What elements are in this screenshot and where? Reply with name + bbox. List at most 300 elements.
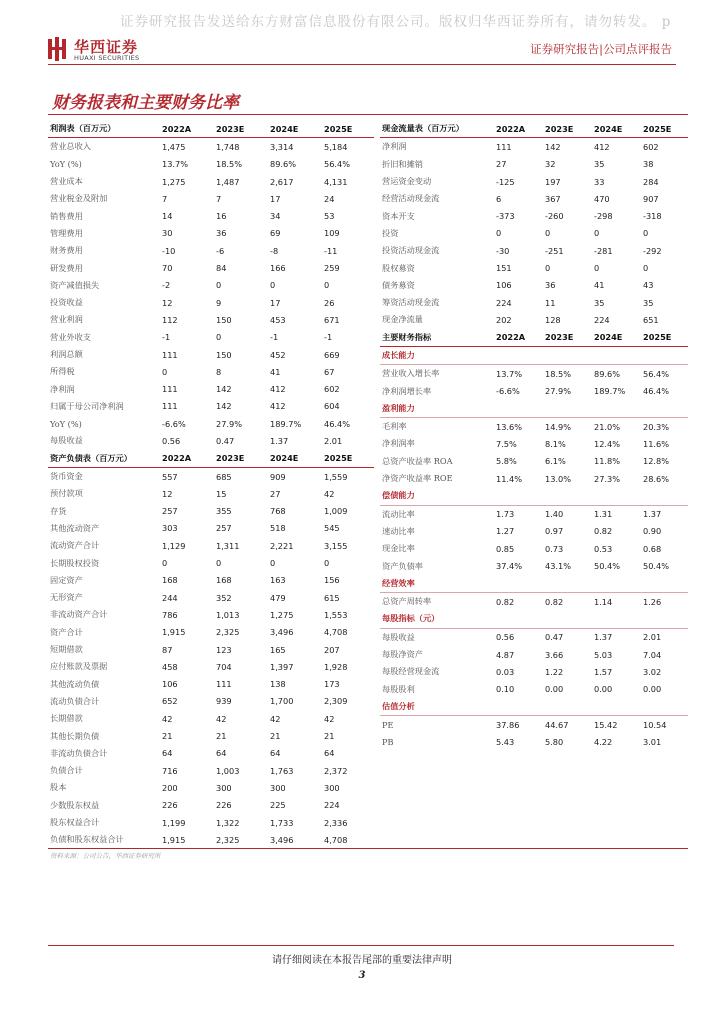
table-row (380, 663, 688, 680)
cell-value: 200 (162, 782, 178, 793)
cell-value: 4,708 (324, 627, 348, 638)
cell-value: 6 (496, 193, 502, 204)
cell-value: 150 (216, 349, 232, 360)
table-row (48, 259, 374, 276)
cell-value: 300 (216, 782, 232, 793)
cell-value: 18.5% (545, 368, 572, 379)
cell-value: 1.31 (594, 509, 613, 520)
cell-value: 0.68 (643, 543, 662, 554)
row-label: 毛利率 (382, 421, 407, 432)
table-row (48, 225, 374, 242)
cell-value: 36 (545, 280, 556, 291)
cell-value: 1,275 (162, 176, 186, 187)
row-label: 营运资金变动 (382, 176, 432, 187)
cell-value: 27.9% (216, 418, 243, 429)
cell-value: 0 (496, 228, 502, 239)
income-statement-title: 利润表（百万元） (48, 120, 158, 138)
cell-value: 27.9% (545, 386, 572, 397)
logo-text-cn: 华西证券 (74, 38, 139, 56)
cell-value: 37.86 (496, 719, 520, 730)
table-bottom-divider (48, 848, 688, 849)
table-row (48, 485, 374, 502)
cell-value: 1,733 (270, 817, 294, 828)
row-label: PE (382, 719, 394, 730)
cell-value: 257 (216, 523, 232, 534)
cell-value: 602 (643, 141, 659, 152)
cell-value: 13.6% (496, 421, 523, 432)
column-header: 2023E (212, 450, 266, 468)
ratio-group-title: 经营效率 (380, 575, 688, 593)
cell-value: 1,013 (216, 609, 240, 620)
cell-value: 106 (496, 280, 512, 291)
cell-value: 0.97 (545, 526, 564, 537)
cell-value: 1.37 (594, 632, 613, 643)
table-row (380, 681, 688, 698)
column-header: 2025E (320, 120, 374, 138)
cell-value: 1,199 (162, 817, 186, 828)
cell-value: 50.4% (643, 561, 670, 572)
row-label: 短期借款 (50, 644, 83, 655)
cell-value: 2.01 (643, 632, 662, 643)
column-header: 2024E (266, 450, 320, 468)
cell-value: 17 (270, 193, 281, 204)
cell-value: 64 (216, 748, 227, 759)
row-label: 净资产收益率 ROE (382, 473, 453, 484)
table-row (380, 138, 688, 156)
cell-value: 27 (496, 159, 507, 170)
cell-value: 3.02 (643, 666, 662, 677)
row-label: 销售费用 (50, 210, 83, 221)
cell-value: 112 (162, 314, 178, 325)
table-row (380, 435, 688, 452)
cell-value: 2,325 (216, 834, 240, 845)
row-label: PB (382, 737, 394, 748)
cell-value: 300 (324, 782, 340, 793)
cell-value: 2,221 (270, 540, 294, 551)
cell-value: 0 (216, 332, 222, 343)
cell-value: 0 (545, 228, 551, 239)
row-label: 利润总额 (50, 349, 83, 359)
left-panel (48, 120, 374, 848)
table-row (380, 382, 688, 399)
row-label: 每股股利 (382, 683, 415, 694)
row-label: 货币资金 (50, 471, 83, 482)
cell-value: 24 (324, 193, 335, 204)
cell-value: 0 (162, 366, 168, 377)
table-row (380, 540, 688, 557)
income-statement-table (48, 120, 374, 450)
cell-value: -1 (162, 332, 171, 343)
cell-value: 768 (270, 506, 286, 517)
header-divider (48, 64, 676, 65)
table-row (48, 294, 374, 311)
cell-value: 207 (324, 644, 340, 655)
cell-value: 15 (216, 488, 227, 499)
cell-value: 53 (324, 211, 335, 222)
cell-value: 671 (324, 314, 340, 325)
cell-value: 367 (545, 193, 561, 204)
row-label: 流动资产合计 (50, 540, 100, 551)
cell-value: 0.00 (643, 684, 662, 695)
table-row (48, 311, 374, 328)
financial-ratios-header-row (380, 329, 688, 347)
ratio-group-title: 每股指标（元） (380, 610, 688, 628)
cell-value: 21 (216, 731, 227, 742)
cell-value: 26 (324, 297, 335, 308)
cell-value: 17 (270, 297, 281, 308)
column-header: 2025E (320, 450, 374, 468)
ratio-group-row (380, 698, 688, 716)
row-label: 预付款项 (50, 488, 83, 499)
cell-value: 0.00 (594, 684, 613, 695)
cell-value: 166 (270, 263, 286, 274)
table-row (48, 641, 374, 658)
balance-sheet-table (48, 450, 374, 849)
cash-flow-header-row (380, 120, 688, 138)
cell-value: -292 (643, 245, 662, 256)
cell-value: 244 (162, 592, 178, 603)
cell-value: -6.6% (162, 418, 186, 429)
cell-value: 27.3% (594, 473, 621, 484)
cell-value: 189.7% (594, 386, 626, 397)
cell-value: 284 (643, 176, 659, 187)
table-row (380, 593, 688, 611)
cell-value: 189.7% (270, 418, 302, 429)
table-row (380, 156, 688, 173)
cell-value: 18.5% (216, 159, 243, 170)
cell-value: 0 (594, 263, 600, 274)
column-header: 2024E (590, 120, 639, 138)
cell-value: 142 (216, 384, 232, 395)
cell-value: 1,700 (270, 696, 294, 707)
right-panel (380, 120, 688, 751)
cell-value: 12 (162, 488, 173, 499)
row-label: 负债合计 (50, 765, 83, 776)
cell-value: 14 (162, 211, 173, 222)
cell-value: 0.53 (594, 543, 613, 554)
cell-value: 20.3% (643, 421, 670, 432)
cell-value: 46.4% (643, 386, 670, 397)
cell-value: 412 (270, 384, 286, 395)
income-statement-header-row (48, 120, 374, 138)
column-header: 2022A (158, 450, 212, 468)
cell-value: 15.42 (594, 719, 618, 730)
cell-value: 226 (162, 800, 178, 811)
cell-value: 32 (545, 159, 556, 170)
cell-value: 168 (216, 575, 232, 586)
cell-value: 1,928 (324, 661, 348, 672)
cell-value: 2,309 (324, 696, 348, 707)
row-label: 管理费用 (50, 227, 83, 238)
cell-value: 111 (162, 349, 178, 360)
cell-value: -373 (496, 211, 515, 222)
cell-value: 165 (270, 644, 286, 655)
cell-value: 5.43 (496, 737, 515, 748)
table-row (48, 537, 374, 554)
cell-value: 259 (324, 263, 340, 274)
cell-value: 123 (216, 644, 232, 655)
row-label: 净利润率 (382, 438, 415, 449)
cell-value: 70 (162, 263, 173, 274)
cell-value: 21 (324, 731, 335, 742)
table-row (48, 797, 374, 814)
cell-value: 1,275 (270, 609, 294, 620)
cell-value: 0 (643, 263, 649, 274)
row-label: 总资产周转率 (382, 596, 432, 607)
cell-value: 0 (270, 280, 276, 291)
cell-value: 518 (270, 523, 286, 534)
table-row (380, 733, 688, 750)
cell-value: 109 (324, 228, 340, 239)
row-label: 投资活动现金流 (382, 245, 440, 256)
cell-value: 87 (162, 644, 173, 655)
cell-value: 8 (216, 366, 222, 377)
cell-value: 1,559 (324, 471, 348, 482)
row-label: 负债和股东权益合计 (50, 834, 124, 845)
row-label: 营业成本 (50, 176, 83, 187)
cell-value: 21 (162, 731, 173, 742)
table-row (380, 523, 688, 540)
cell-value: -298 (594, 211, 613, 222)
cell-value: 56.4% (324, 159, 351, 170)
cell-value: 142 (216, 401, 232, 412)
cell-value: 479 (270, 592, 286, 603)
row-label: 营业税金及附加 (50, 193, 108, 204)
table-row (48, 190, 374, 207)
row-label: 应付账款及票据 (50, 661, 108, 672)
cell-value: 685 (216, 471, 232, 482)
row-label: 现金比率 (382, 543, 415, 554)
cell-value: 64 (162, 748, 173, 759)
cell-value: 1,763 (270, 765, 294, 776)
financial-ratios-title: 主要财务指标 (380, 329, 492, 347)
document-type: 证券研究报告|公司点评报告 (530, 42, 672, 56)
cell-value: 128 (545, 314, 561, 325)
table-row (380, 716, 688, 734)
row-label: 净利润 (382, 141, 407, 152)
cell-value: 4.87 (496, 649, 515, 660)
cell-value: 0.90 (643, 526, 662, 537)
table-row (48, 762, 374, 779)
cell-value: 1,397 (270, 661, 294, 672)
cell-value: 557 (162, 471, 178, 482)
cell-value: 1,129 (162, 540, 186, 551)
cell-value: 602 (324, 384, 340, 395)
cell-value: 138 (270, 679, 286, 690)
cell-value: 3.66 (545, 649, 564, 660)
cell-value: 1,311 (216, 540, 240, 551)
balance-sheet-header-row (48, 450, 374, 468)
table-row (380, 505, 688, 523)
cell-value: 35 (594, 297, 605, 308)
cell-value: 11.6% (643, 438, 670, 449)
row-label: 资产减值损失 (50, 279, 100, 290)
cell-value: -10 (162, 245, 176, 256)
row-label: 财务费用 (50, 245, 83, 256)
row-label: 流动负债合计 (50, 695, 100, 706)
cell-value: 41 (594, 280, 605, 291)
cell-value: 651 (643, 314, 659, 325)
row-label: 每股收益 (382, 631, 415, 642)
cell-value: 1,009 (324, 506, 348, 517)
cell-value: 13.7% (496, 368, 523, 379)
page-number: 3 (358, 970, 366, 981)
table-row (48, 727, 374, 744)
cell-value: 3,155 (324, 540, 348, 551)
cell-value: 43 (643, 280, 654, 291)
table-row (380, 470, 688, 487)
cell-value: 0.82 (594, 526, 613, 537)
cell-value: 69 (270, 228, 281, 239)
table-row (48, 138, 374, 156)
cell-value: 224 (324, 800, 340, 811)
cell-value: 12.4% (594, 438, 621, 449)
row-label: 长期借款 (50, 713, 83, 724)
cell-value: 67 (324, 366, 335, 377)
table-row (380, 646, 688, 663)
cell-value: 46.4% (324, 418, 351, 429)
cell-value: 786 (162, 609, 178, 620)
footer-divider (48, 945, 674, 946)
row-label: 投资 (382, 227, 399, 238)
cell-value: 10.54 (643, 719, 667, 730)
cell-value: 1,553 (324, 609, 348, 620)
table-row (380, 277, 688, 294)
row-label: 少数股东权益 (50, 799, 100, 810)
huaxi-logo-icon (48, 37, 68, 61)
cell-value: 14.9% (545, 421, 572, 432)
cell-value: 0.00 (545, 684, 564, 695)
cell-value: 0.47 (545, 632, 564, 643)
cell-value: 111 (216, 679, 232, 690)
cell-value: 28.6% (643, 473, 670, 484)
table-row (48, 363, 374, 380)
cell-value: 1.27 (496, 526, 515, 537)
cell-value: 111 (162, 401, 178, 412)
cell-value: 42 (270, 713, 281, 724)
row-label: 股权募资 (382, 262, 415, 273)
cell-value: 0.82 (496, 596, 515, 607)
cell-value: 1.40 (545, 509, 564, 520)
row-label: 无形资产 (50, 592, 83, 603)
table-row (380, 259, 688, 276)
cell-value: 1.14 (594, 596, 613, 607)
row-label: 研发费用 (50, 262, 83, 273)
row-label: 其他流动资产 (50, 522, 100, 533)
cell-value: 1,475 (162, 141, 186, 152)
table-row (48, 779, 374, 796)
table-row (48, 398, 374, 415)
cell-value: 0.85 (496, 543, 515, 554)
cell-value: 1,915 (162, 834, 186, 845)
cell-value: 30 (162, 228, 173, 239)
row-label: 经营活动现金流 (382, 193, 440, 204)
cell-value: -30 (496, 245, 510, 256)
ratio-group-row (380, 487, 688, 505)
ratio-group-title: 成长能力 (380, 346, 688, 364)
table-row (48, 329, 374, 346)
cell-value: 163 (270, 575, 286, 586)
cell-value: 173 (324, 679, 340, 690)
cell-value: 12 (162, 297, 173, 308)
cell-value: 0 (545, 263, 551, 274)
column-header: 2022A (492, 120, 541, 138)
cell-value: 224 (496, 297, 512, 308)
row-label: 投资收益 (50, 297, 83, 308)
ratio-group-title: 偿债能力 (380, 487, 688, 505)
row-label: 固定资产 (50, 574, 83, 585)
cell-value: 34 (270, 211, 281, 222)
cell-value: 0 (162, 558, 168, 569)
row-label: 长期股权投资 (50, 557, 100, 568)
cell-value: -1 (324, 332, 333, 343)
column-header: 2024E (590, 329, 639, 347)
table-row (48, 831, 374, 848)
cell-value: 355 (216, 506, 232, 517)
row-label: 归属于母公司净利润 (50, 400, 124, 411)
cell-value: 458 (162, 661, 178, 672)
cell-value: 1.26 (643, 596, 662, 607)
row-label: 债务募资 (382, 279, 415, 290)
cell-value: 5.8% (496, 456, 517, 467)
cell-value: -260 (545, 211, 564, 222)
column-header: 2022A (158, 120, 212, 138)
cell-value: 1.73 (496, 509, 515, 520)
cell-value: 44.67 (545, 719, 569, 730)
cell-value: 0 (324, 280, 330, 291)
cell-value: 7 (162, 193, 168, 204)
cell-value: 56.4% (643, 368, 670, 379)
cell-value: 50.4% (594, 561, 621, 572)
table-row (48, 745, 374, 762)
cell-value: 2,336 (324, 817, 348, 828)
cell-value: 151 (496, 263, 512, 274)
table-row (48, 346, 374, 363)
financial-ratios-table (380, 329, 688, 751)
cell-value: 11.4% (496, 473, 523, 484)
cell-value: 1,003 (216, 765, 240, 776)
cell-value: 4,708 (324, 834, 348, 845)
cell-value: 5.03 (594, 649, 613, 660)
cell-value: -6 (216, 245, 225, 256)
table-row (48, 242, 374, 259)
ratio-group-title: 盈利能力 (380, 400, 688, 418)
cell-value: 36 (216, 228, 227, 239)
cell-value: 1,748 (216, 141, 240, 152)
cell-value: 142 (545, 141, 561, 152)
cell-value: 5.80 (545, 737, 564, 748)
cell-value: 226 (216, 800, 232, 811)
cell-value: 3.01 (643, 737, 662, 748)
cell-value: 3,496 (270, 834, 294, 845)
row-label: 总资产收益率 ROA (382, 455, 453, 466)
cell-value: 300 (270, 782, 286, 793)
row-label: 非流动负债合计 (50, 747, 108, 758)
cell-value: -125 (496, 176, 515, 187)
ratio-group-title: 估值分析 (380, 698, 688, 716)
ratio-group-row (380, 400, 688, 418)
row-label: YoY (%) (50, 418, 82, 429)
column-header: 2025E (639, 120, 688, 138)
cell-value: 0.82 (545, 596, 564, 607)
cell-value: 89.6% (270, 159, 297, 170)
cell-value: 197 (545, 176, 561, 187)
cell-value: 35 (594, 159, 605, 170)
cell-value: 21 (270, 731, 281, 742)
table-row (380, 418, 688, 436)
cell-value: 1.22 (545, 666, 564, 677)
row-label: 营业外收支 (50, 331, 91, 342)
